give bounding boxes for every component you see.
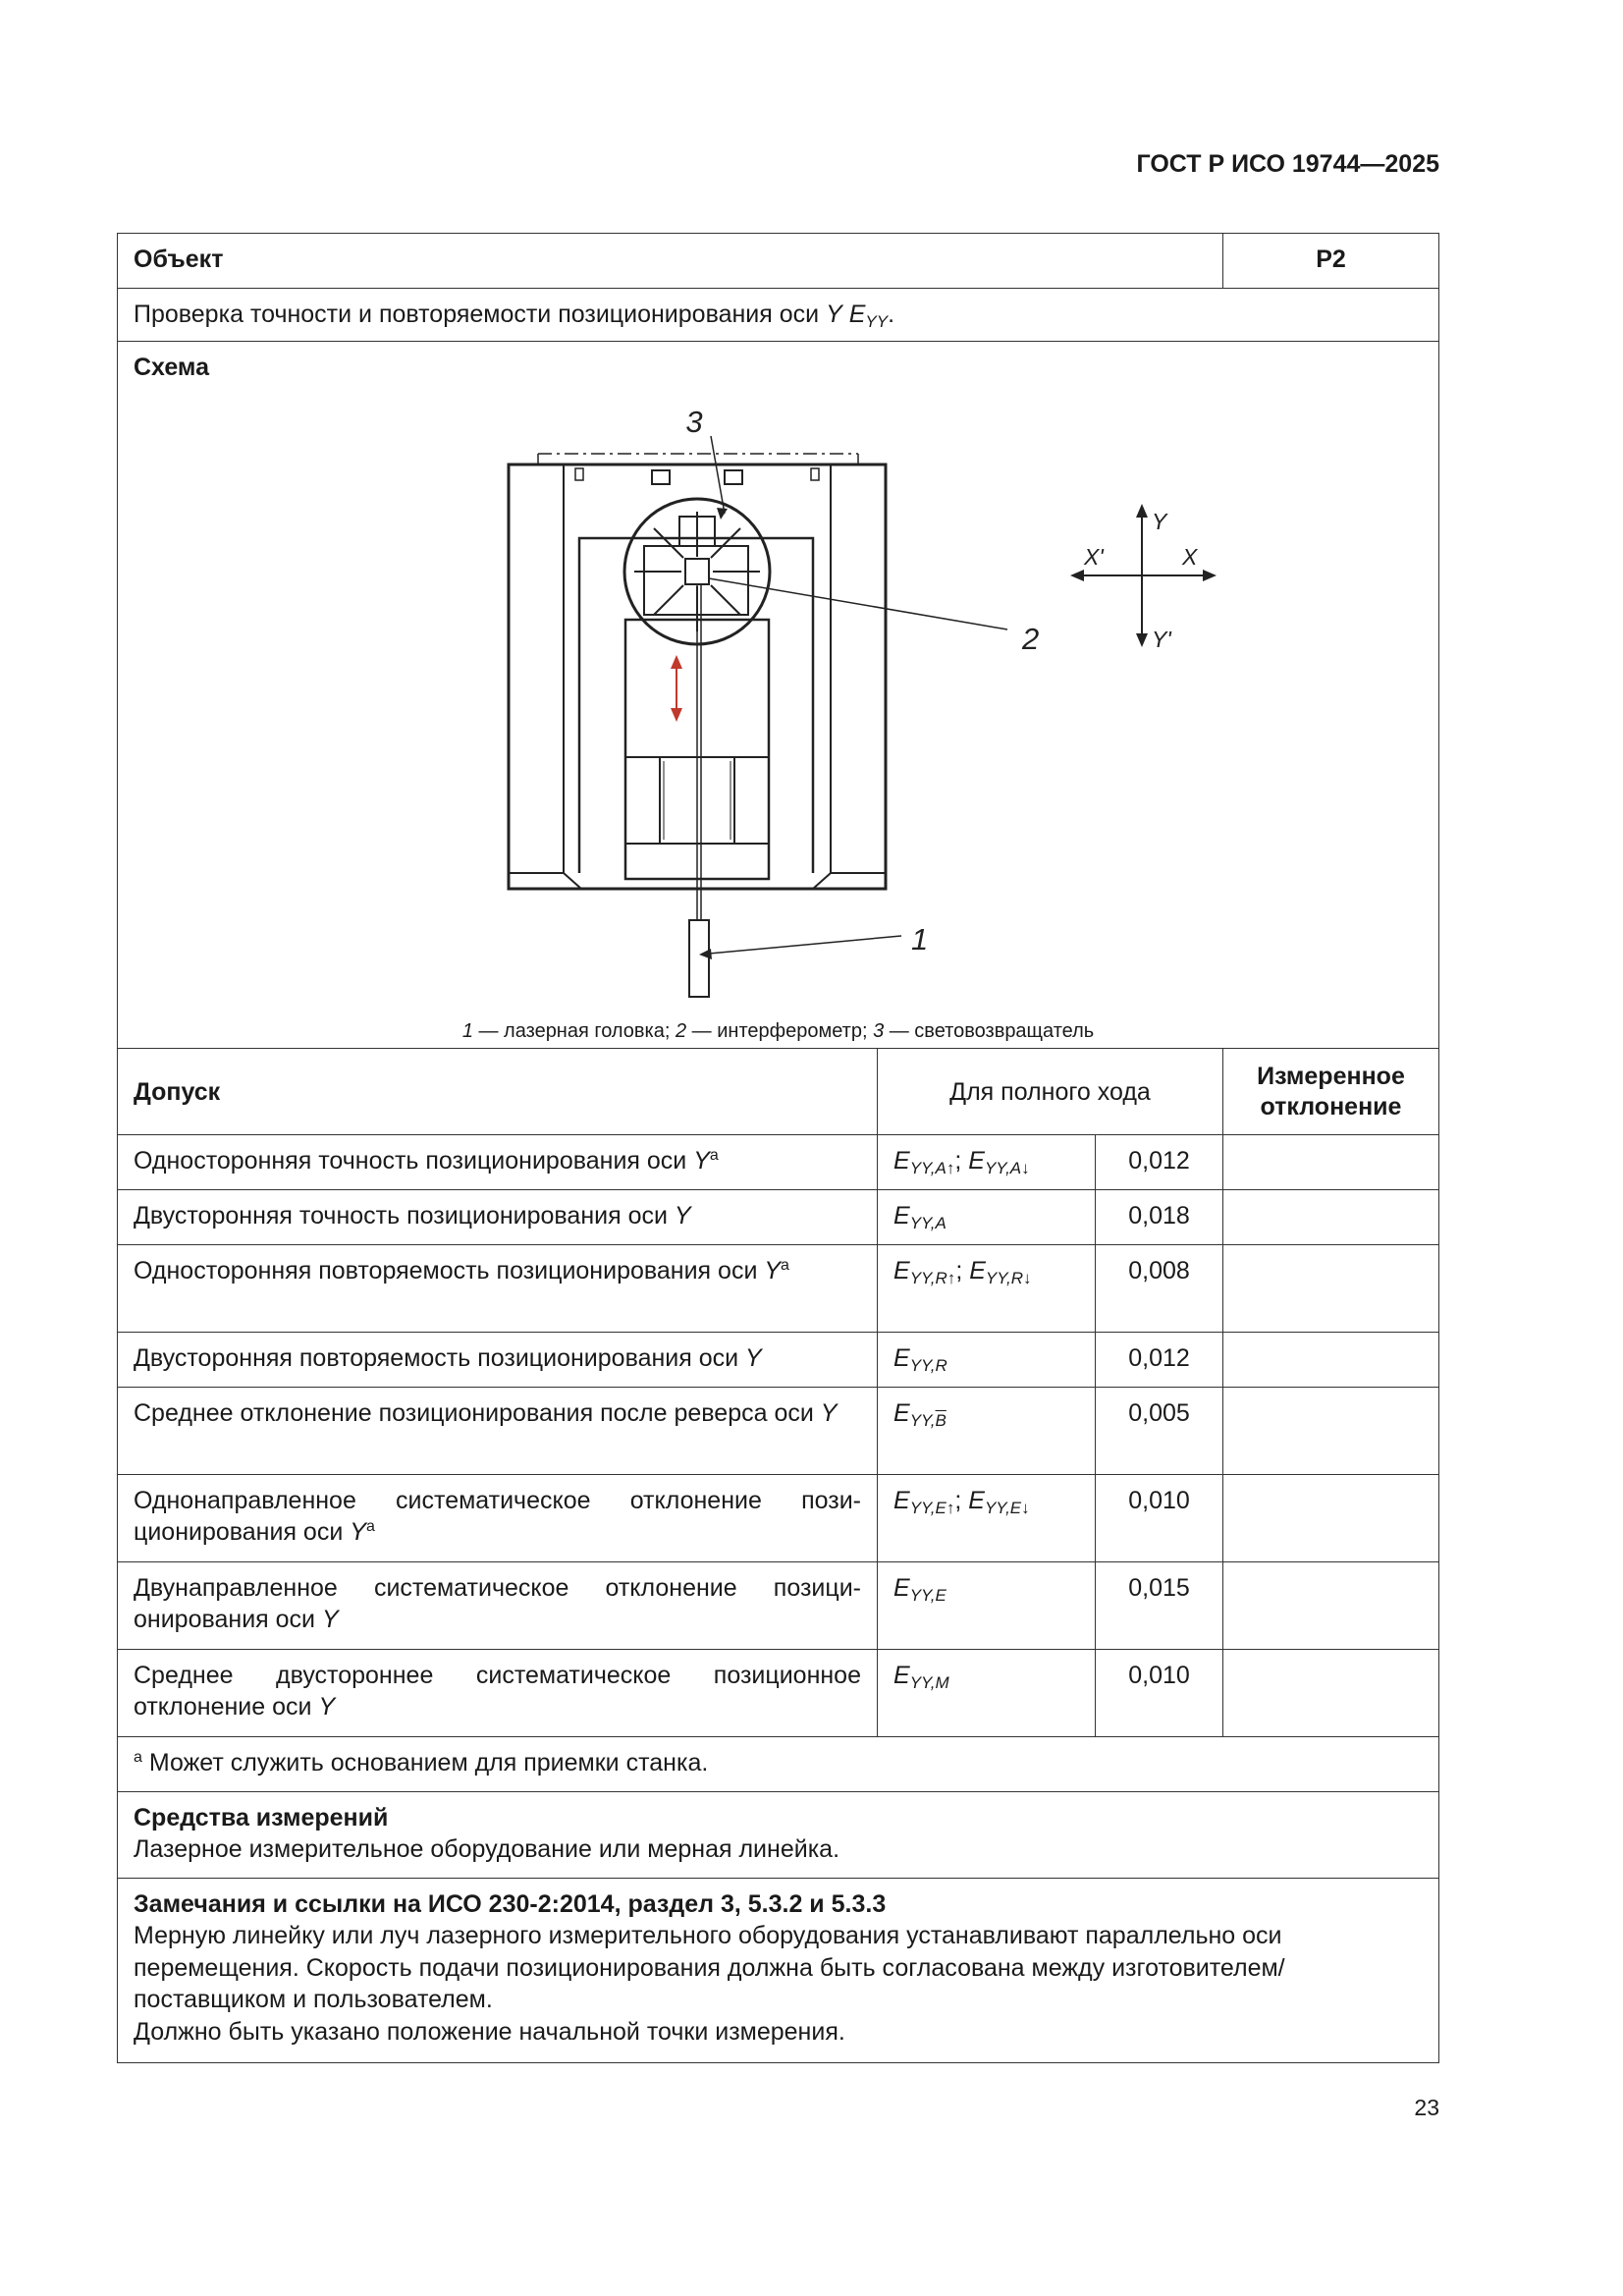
table-row: [118, 1649, 1439, 1736]
row-measured: [1223, 1244, 1439, 1332]
row-measured: [1223, 1649, 1439, 1736]
axis-y-neg-label: Y': [1152, 626, 1171, 652]
instruments-text: Лазерное измерительное оборудование или мерная линейка.: [134, 1835, 840, 1864]
schema-row: [118, 342, 1439, 1049]
callout-2: 2: [1022, 621, 1040, 656]
measured-deviation-header: Измеренное отклонение: [1223, 1048, 1439, 1134]
axis-x-label: X: [1182, 543, 1198, 570]
row-description: Односторонняя точность позиционирования оси $Y^a$: [118, 1134, 878, 1189]
schema-legend: 1 — лазерная головка; 2 — интерферометр; 3 — световозвращатель: [461, 1019, 1095, 1042]
row-description: Среднее отклонение позиционирования после реверса оси Y: [118, 1387, 878, 1474]
page-number: 23: [1414, 2095, 1439, 2120]
footnote-row: [118, 1736, 1439, 1791]
row-symbol: $E_{YY,E}$: [878, 1561, 1096, 1649]
row-symbol: $E_{YY,A↑}$; $E_{YY,A↓}$: [878, 1134, 1096, 1189]
notes-cell: [118, 1878, 1439, 2062]
footnote: $^a$ Может служить основанием для приемки станка.: [118, 1736, 1439, 1791]
row-description: Двусторонняя повторяемость позиционирования оси Y: [118, 1332, 878, 1387]
table-row: [118, 1244, 1439, 1332]
row-value: 0,008: [1096, 1244, 1223, 1332]
row-measured: [1223, 1474, 1439, 1561]
table-row: [118, 1387, 1439, 1474]
row-value: 0,012: [1096, 1134, 1223, 1189]
tolerance-header-row: [118, 1048, 1439, 1134]
notes-text-2: Должно быть указано положение начальной точки измерения.: [134, 2017, 845, 2046]
machine-schema-diagram: [134, 384, 1424, 1012]
instruments-row: [118, 1791, 1439, 1878]
row-measured: [1223, 1387, 1439, 1474]
axis-x-neg-label: X': [1084, 543, 1104, 570]
row-symbol: $E_{YY,R↑}$; $E_{YY,R↓}$: [878, 1244, 1096, 1332]
row-measured: [1223, 1189, 1439, 1244]
laser-head: [689, 920, 709, 997]
test-card-table: [117, 233, 1439, 2063]
object-code: P2: [1223, 234, 1439, 289]
row-value: 0,010: [1096, 1474, 1223, 1561]
instruments-cell: [118, 1791, 1439, 1878]
row-value: 0,018: [1096, 1189, 1223, 1244]
object-header-row: [118, 234, 1439, 289]
row-description: Среднее двустороннее систематическое позиционное отклонение оси Y: [118, 1649, 878, 1736]
row-symbol: $E_{YY,\overline{B}}$: [878, 1387, 1096, 1474]
object-label: Объект: [118, 234, 1223, 289]
row-symbol: $E_{YY,E↑}$; $E_{YY,E↓}$: [878, 1474, 1096, 1561]
row-symbol: $E_{YY,A}$: [878, 1189, 1096, 1244]
row-value: 0,015: [1096, 1561, 1223, 1649]
notes-row: [118, 1878, 1439, 2062]
row-measured: [1223, 1561, 1439, 1649]
row-value: 0,010: [1096, 1649, 1223, 1736]
row-description: Двусторонняя точность позиционирования оси Y: [118, 1189, 878, 1244]
callout-3: 3: [685, 404, 703, 439]
instruments-title: Средства измерений: [134, 1803, 389, 1831]
table-row: [118, 1561, 1439, 1649]
document-code: ГОСТ Р ИСО 19744—2025: [1136, 150, 1439, 178]
table-row: [118, 1189, 1439, 1244]
notes-title: Замечания и ссылки на ИСО 230-2:2014, раздел 3, 5.3.2 и 5.3.3: [134, 1889, 887, 1918]
callout-1: 1: [911, 921, 929, 957]
interferometer: [685, 559, 709, 584]
table-row: [118, 1474, 1439, 1561]
object-description-row: [118, 289, 1439, 342]
tolerance-label: Допуск: [118, 1048, 878, 1134]
notes-text: Мерную линейку или луч лазерного измерительного оборудования устанавливают параллельно оси перемещения. Скорость подачи позиционирования должна быть согласована между изготовителем/поставщиком и пользователем.: [134, 1922, 1285, 2014]
row-description: Односторонняя повторяемость позиционирования оси $Y^a$: [118, 1244, 878, 1332]
row-description: Однонаправленное систематическое отклонение позиционирования оси $Y^a$: [118, 1474, 878, 1561]
row-value: 0,005: [1096, 1387, 1223, 1474]
row-measured: [1223, 1134, 1439, 1189]
row-description: Двунаправленное систематическое отклонение позиционирования оси Y: [118, 1561, 878, 1649]
schema-label: Схема: [134, 354, 209, 382]
row-value: 0,012: [1096, 1332, 1223, 1387]
row-symbol: $E_{YY,R}$: [878, 1332, 1096, 1387]
schema-cell: [118, 342, 1439, 1049]
table-row: [118, 1134, 1439, 1189]
object-description: Проверка точности и повторяемости позиционирования оси Y $E_{YY}$.: [118, 289, 1439, 342]
table-row: [118, 1332, 1439, 1387]
full-stroke-header: Для полного хода: [878, 1048, 1223, 1134]
axis-y-label: Y: [1152, 508, 1167, 534]
row-measured: [1223, 1332, 1439, 1387]
row-symbol: $E_{YY,M}$: [878, 1649, 1096, 1736]
